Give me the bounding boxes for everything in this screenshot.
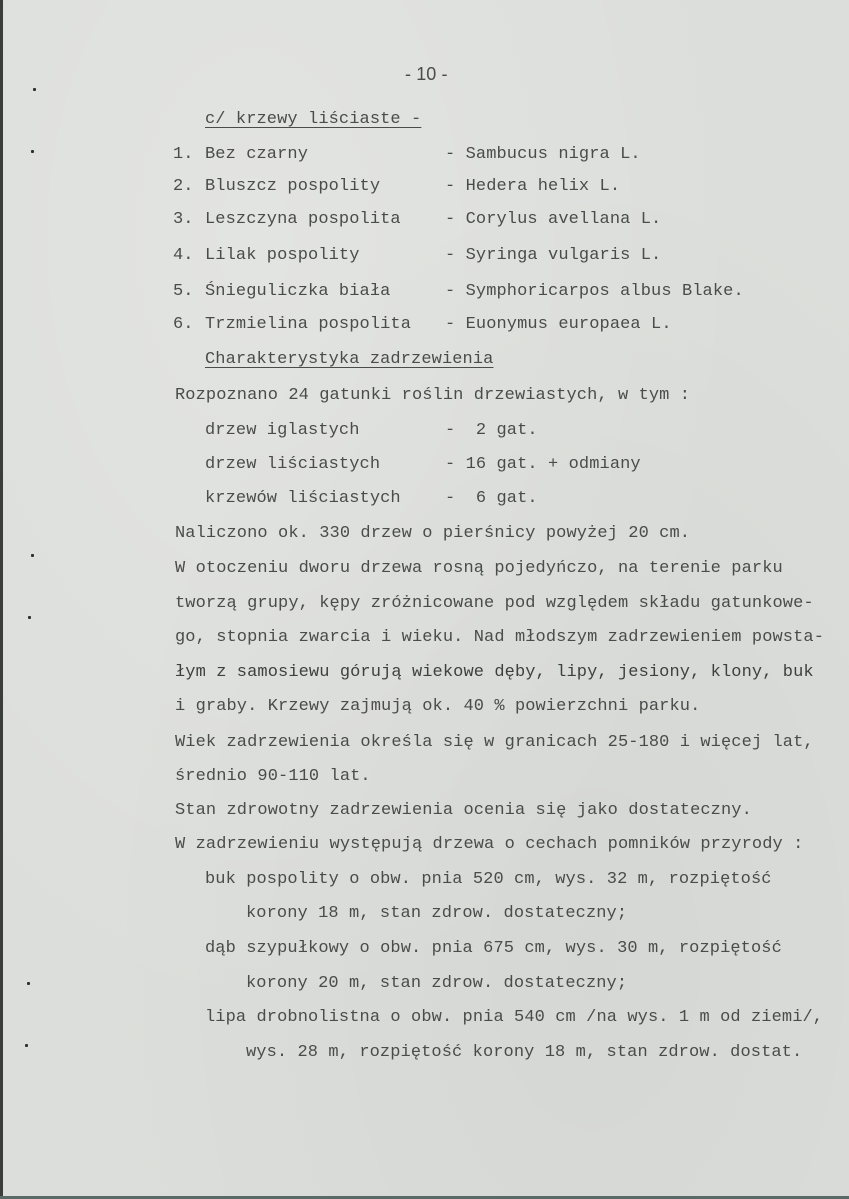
shrub-latin-name: - Hedera helix L. — [445, 177, 621, 196]
characteristics-heading: Charakterystyka zadrzewienia — [205, 350, 494, 369]
monument-tree-line: buk pospolity o obw. pnia 520 cm, wys. 32 m, rozpiętość — [205, 870, 772, 889]
shrub-polish-name: Śnieguliczka biała — [205, 282, 391, 301]
summary-label: drzew iglastych — [205, 421, 360, 440]
shrub-number: 1. — [173, 145, 194, 164]
shrub-number: 5. — [173, 282, 194, 301]
page-number: - 10 - — [405, 64, 448, 84]
paragraph-line: W otoczeniu dworu drzewa rosną pojedyńczo, na terenie parku — [175, 559, 783, 578]
margin-dot — [25, 1044, 28, 1047]
monument-tree-line: korony 20 m, stan zdrow. dostateczny; — [246, 974, 628, 993]
shrub-latin-name: - Syringa vulgaris L. — [445, 246, 662, 265]
summary-intro: Rozpoznano 24 gatunki roślin drzewiastych, w tym : — [175, 386, 691, 405]
shrub-polish-name: Bluszcz pospolity — [205, 177, 381, 196]
margin-dot — [28, 616, 31, 619]
margin-dot — [33, 88, 36, 91]
paragraph-line: tworzą grupy, kępy zróżnicowane pod względem składu gatunkowe- — [175, 594, 814, 613]
margin-dot — [31, 554, 34, 557]
summary-label: drzew liściastych — [205, 455, 381, 474]
shrub-number: 6. — [173, 315, 194, 334]
shrub-latin-name: - Sambucus nigra L. — [445, 145, 641, 164]
margin-dot — [31, 150, 34, 153]
summary-label: krzewów liściastych — [205, 489, 401, 508]
summary-value: - 2 gat. — [445, 421, 538, 440]
monument-tree-line: wys. 28 m, rozpiętość korony 18 m, stan zdrow. dostat. — [246, 1043, 803, 1062]
paragraph-line: łym z samosiewu górują wiekowe dęby, lipy, jesiony, klony, buk — [175, 663, 814, 682]
shrub-latin-name: - Euonymus europaea L. — [445, 315, 672, 334]
shrub-latin-name: - Corylus avellana L. — [445, 210, 662, 229]
paragraph-line: i graby. Krzewy zajmują ok. 40 % powierzchni parku. — [175, 697, 701, 716]
shrub-polish-name: Leszczyna pospolita — [205, 210, 401, 229]
shrub-number: 3. — [173, 210, 194, 229]
paragraph-line: Stan zdrowotny zadrzewienia ocenia się jako dostateczny. — [175, 801, 752, 820]
monument-tree-line: korony 18 m, stan zdrow. dostateczny; — [246, 904, 628, 923]
scan-edge-left — [0, 0, 3, 1199]
shrub-number: 2. — [173, 177, 194, 196]
margin-dot — [27, 982, 30, 985]
shrub-polish-name: Bez czarny — [205, 145, 309, 164]
summary-value: - 16 gat. + odmiany — [445, 455, 641, 474]
paragraph-line: go, stopnia zwarcia i wieku. Nad młodszym zadrzewieniem powsta- — [175, 628, 825, 647]
paragraph-line: W zadrzewieniu występują drzewa o cechach pomników przyrody : — [175, 835, 804, 854]
monument-tree-line: dąb szypułkowy o obw. pnia 675 cm, wys. 30 m, rozpiętość — [205, 939, 782, 958]
shrub-latin-name: - Symphoricarpos albus Blake. — [445, 282, 744, 301]
shrub-polish-name: Trzmielina pospolita — [205, 315, 412, 334]
section-heading: c/ krzewy liściaste - — [205, 110, 422, 129]
paragraph-line: Wiek zadrzewienia określa się w granicach 25-180 i więcej lat, — [175, 733, 814, 752]
monument-tree-line: lipa drobnolistna o obw. pnia 540 cm /na wys. 1 m od ziemi/, — [205, 1008, 824, 1027]
shrub-number: 4. — [173, 246, 194, 265]
paragraph-line: Naliczono ok. 330 drzew o pierśnicy powyżej 20 cm. — [175, 524, 691, 543]
summary-value: - 6 gat. — [445, 489, 538, 508]
shrub-polish-name: Lilak pospolity — [205, 246, 360, 265]
paragraph-line: średnio 90-110 lat. — [175, 767, 371, 786]
